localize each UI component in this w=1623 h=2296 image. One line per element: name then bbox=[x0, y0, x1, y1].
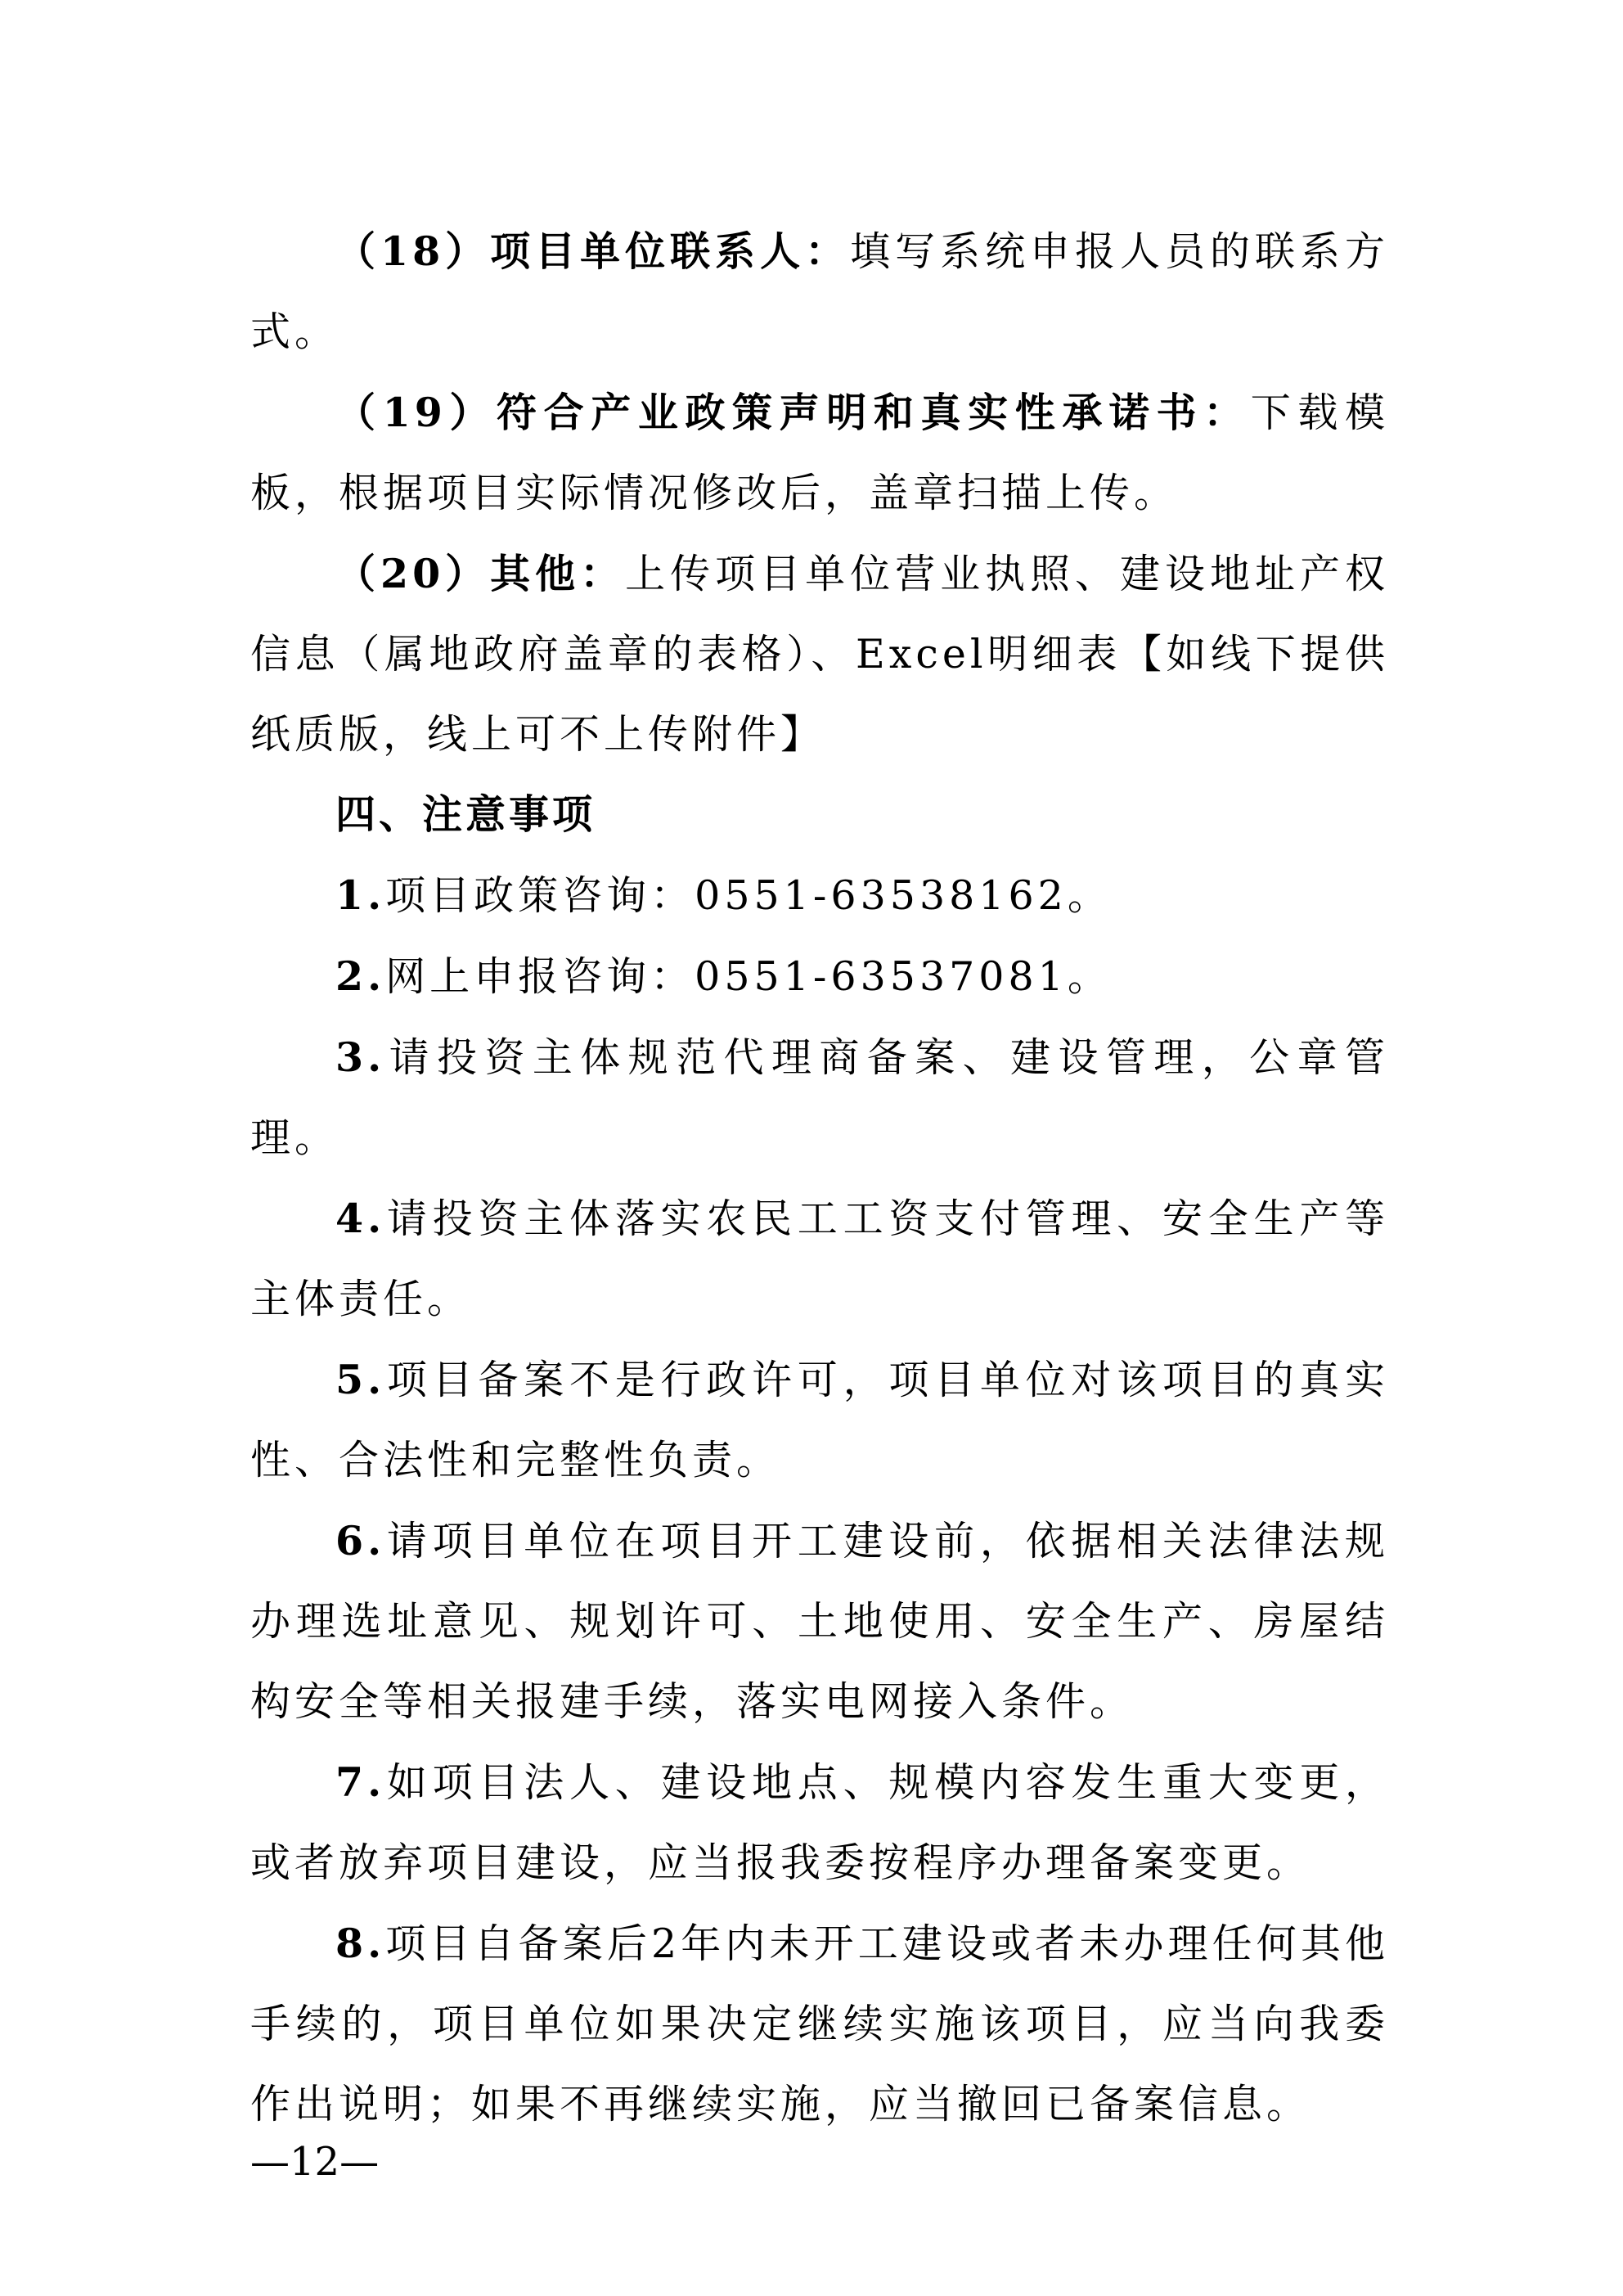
page-number: —12— bbox=[250, 2139, 380, 2185]
note-paragraph bbox=[250, 855, 1389, 936]
note-number: 4. bbox=[335, 1195, 386, 1242]
note-text: 项目备案不是行政许可，项目单位对该项目的真实性、合法性和完整性负责。 bbox=[250, 1357, 1389, 1483]
section-heading: 四、注意事项 bbox=[335, 791, 596, 838]
note-text: 项目政策咨询：0551-63538162。 bbox=[385, 872, 1112, 919]
item-18-label: （18）项目单位联系人： bbox=[335, 227, 851, 275]
note-paragraph bbox=[250, 1501, 1389, 1742]
note-text: 如项目法人、建设地点、规模内容发生重大变更，或者放弃项目建设，应当报我委按程序办理备案变更。 bbox=[250, 1759, 1389, 1886]
note-paragraph bbox=[250, 1742, 1389, 1903]
note-paragraph bbox=[250, 936, 1389, 1017]
note-paragraph bbox=[250, 1178, 1389, 1339]
note-paragraph bbox=[250, 1017, 1389, 1178]
note-text: 请项目单位在项目开工建设前，依据相关法律法规办理选址意见、规划许可、土地使用、安全生产、房屋结构安全等相关报建手续，落实电网接入条件。 bbox=[250, 1518, 1389, 1725]
item-18-paragraph bbox=[250, 211, 1389, 372]
note-number: 5. bbox=[335, 1356, 386, 1403]
note-number: 6. bbox=[335, 1517, 386, 1564]
item-19-text: 下载模板，根据项目实际情况修改后，盖章扫描上传。 bbox=[250, 389, 1389, 516]
item-19-label: （19）符合产业政策声明和真实性承诺书： bbox=[335, 389, 1251, 436]
item-20-label: （20）其他： bbox=[335, 550, 626, 597]
item-20-paragraph bbox=[250, 533, 1389, 775]
note-number: 7. bbox=[335, 1758, 386, 1806]
item-18-text: 填写系统申报人员的联系方式。 bbox=[250, 228, 1389, 355]
note-text: 请投资主体规范代理商备案、建设管理，公章管理。 bbox=[250, 1034, 1389, 1161]
item-19-paragraph bbox=[250, 372, 1389, 533]
note-paragraph bbox=[250, 1903, 1389, 2145]
note-number: 2. bbox=[335, 952, 386, 1000]
document-body bbox=[250, 211, 1389, 2145]
note-number: 1. bbox=[335, 871, 386, 919]
note-number: 8. bbox=[335, 1920, 386, 1967]
note-paragraph bbox=[250, 1339, 1389, 1501]
note-text: 网上申报咨询：0551-63537081。 bbox=[385, 953, 1112, 1000]
note-number: 3. bbox=[335, 1033, 386, 1081]
note-text: 项目自备案后2年内未开工建设或者未办理任何其他手续的，项目单位如果决定继续实施该项目，应当向我委作出说明；如果不再继续实施，应当撤回已备案信息。 bbox=[250, 1920, 1389, 2127]
item-20-text: 上传项目单位营业执照、建设地址产权信息（属地政府盖章的表格）、Excel明细表【如线下提供纸质版，线上可不上传附件】 bbox=[250, 551, 1389, 758]
note-text: 请投资主体落实农民工工资支付管理、安全生产等主体责任。 bbox=[250, 1195, 1389, 1322]
